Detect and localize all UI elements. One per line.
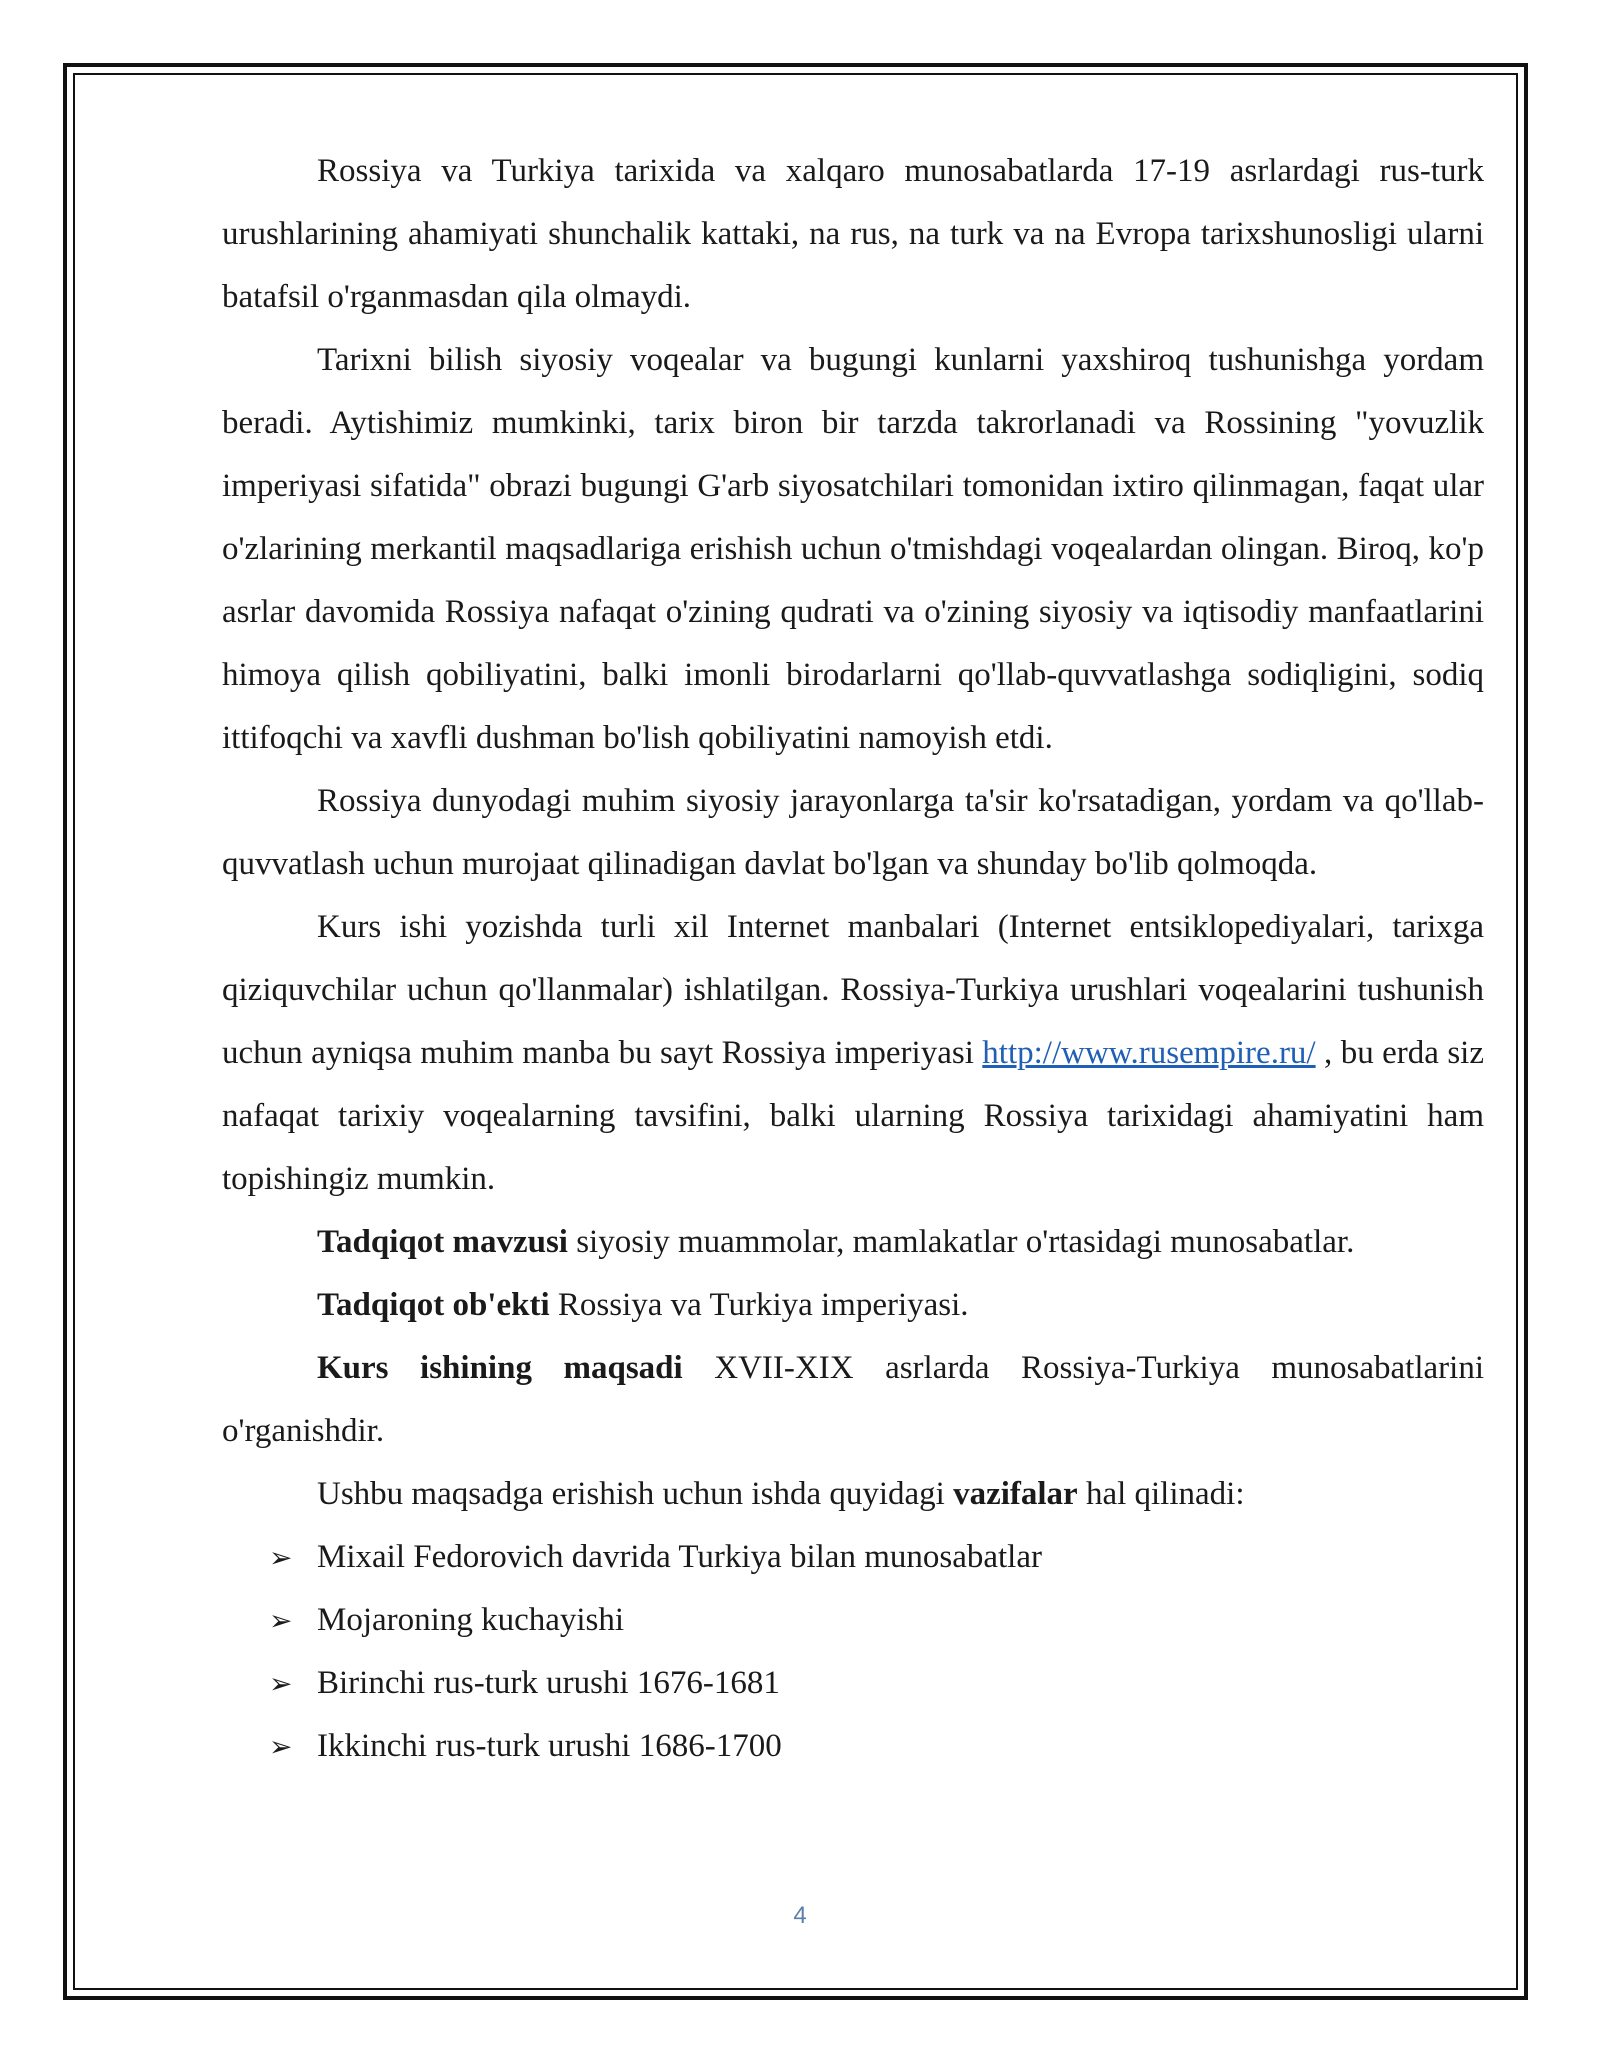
arrow-bullet-icon: ➢ (269, 1541, 293, 1574)
tasks-intro (222, 1463, 1484, 1526)
task-text: Mojaroning kuchayishi (317, 1602, 625, 1638)
research-topic-label: Tadqiqot mavzusi (317, 1224, 568, 1260)
research-topic-text: siyosiy muammolar, mamlakatlar o'rtasidagi munosabatlar. (567, 1224, 1355, 1260)
course-goal-label: Kurs ishining maqsadi (317, 1350, 683, 1386)
paragraph-2: Tarixni bilish siyosiy voqealar va bugungi kunlarni yaxshiroq tushunishga yordam beradi. Aytishimiz mumkinki, tarix biron bir tarzda takrorlanadi va Rossining "yovuzlik imperiyasi sifatida" obrazi bugungi G'arb siyosatchilari tomonidan ixtiro qilinmagan, faqat ular o'zlarining merkantil maqsadlariga erishish uchun o'tmishdagi voqealardan olingan. Biroq, ko'p asrlar davomida Rossiya nafaqat o'zining qudrati va o'zining siyosiy va iqtisodiy manfaatlarini himoya qilish qobiliyatini, balki imonli birodarlarni qo'llab-quvvatlashga sodiqligini, sodiq ittifoqchi va xavfli dushman bo'lish qobiliyatini namoyish etdi. (222, 342, 1484, 756)
course-goal (222, 1337, 1484, 1463)
page-number: 4 (793, 1902, 807, 1929)
list-item (222, 1652, 1484, 1715)
paragraph-4 (222, 896, 1484, 1211)
rusempire-link[interactable]: http://www.rusempire.ru/ (982, 1035, 1316, 1071)
tasks-intro-bold: vazifalar (953, 1476, 1078, 1512)
task-text: Ikkinchi rus-turk urushi 1686-1700 (317, 1728, 782, 1764)
tasks-list (222, 1526, 1484, 1778)
research-object-label: Tadqiqot ob'ekti (317, 1287, 550, 1323)
arrow-bullet-icon: ➢ (269, 1730, 293, 1763)
arrow-bullet-icon: ➢ (269, 1667, 293, 1700)
task-text: Birinchi rus-turk urushi 1676-1681 (317, 1665, 780, 1701)
paragraph-3: Rossiya dunyodagi muhim siyosiy jarayonlarga ta'sir ko'rsatadigan, yordam va qo'llab-quvvatlash uchun murojaat qilinadigan davlat bo'lgan va shunday bo'lib qolmoqda. (222, 783, 1484, 882)
list-item (222, 1526, 1484, 1589)
tasks-intro-text: Ushbu maqsadga erishish uchun ishda quyidagi (317, 1476, 954, 1512)
course-goal-text: XVII-XIX asrlarda Rossiya-Turkiya munosabatlarini o'rganishdir. (222, 1350, 1484, 1449)
tasks-intro-end: hal qilinadi: (1077, 1476, 1245, 1512)
document-body (222, 140, 1484, 1778)
task-text: Mixail Fedorovich davrida Turkiya bilan munosabatlar (317, 1539, 1042, 1575)
paragraph-4-text: Kurs ishi yozishda turli xil Internet manbalari (Internet entsiklopediyalari, tarixga qiziquvchilar uchun qo'llanmalar) ishlatilgan. Rossiya-Turkiya urushlari voqealarini tushunish uchun ayniqsa muhim manba bu sayt Rossiya imperiyasi (222, 909, 1484, 1071)
list-item (222, 1715, 1484, 1778)
research-object-text: Rossiya va Turkiya imperiyasi. (549, 1287, 969, 1323)
paragraph-4-text-end: , bu erda siz nafaqat tarixiy voqealarning tavsifini, balki ularning Rossiya tarixidagi ahamiyatini ham topishingiz mumkin. (222, 1035, 1484, 1197)
research-topic (222, 1211, 1484, 1274)
paragraph-1: Rossiya va Turkiya tarixida va xalqaro munosabatlarda 17-19 asrlardagi rus-turk urushlarining ahamiyati shunchalik kattaki, na rus, na turk va na Evropa tarixshunosligi ularni batafsil o'rganmasdan qila olmaydi. (222, 153, 1484, 315)
list-item (222, 1589, 1484, 1652)
research-object (222, 1274, 1484, 1337)
arrow-bullet-icon: ➢ (269, 1604, 293, 1637)
